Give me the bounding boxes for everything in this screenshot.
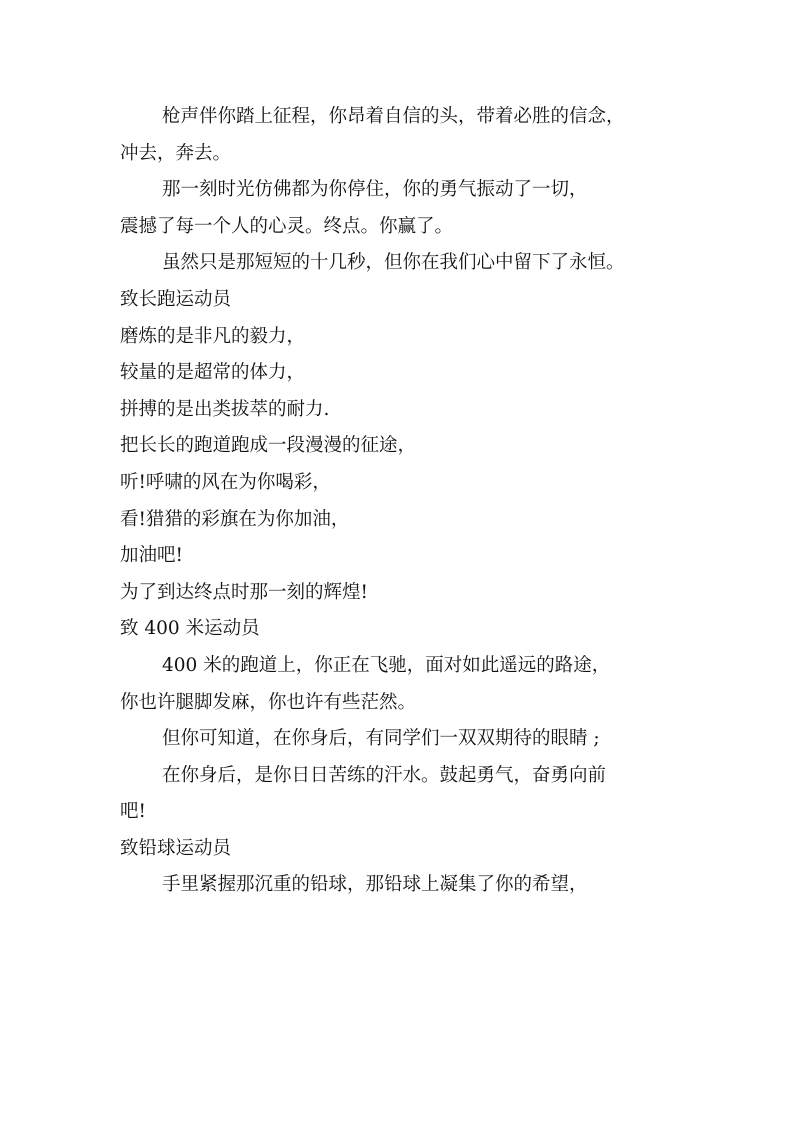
section-heading: 致长跑运动员 — [120, 288, 232, 310]
document-body — [120, 99, 680, 904]
text-line: 加油吧! — [120, 545, 183, 567]
text-line: 震撼了每一个人的心灵。终点。你赢了。 — [120, 215, 454, 237]
section-heading: 致 400 米运动员 — [120, 618, 260, 640]
text-line: 你也许腿脚发麻，你也许有些茫然。 — [120, 691, 417, 713]
text-line: 在你身后，是你日日苦练的汗水。鼓起勇气，奋勇向前 — [162, 764, 607, 786]
section-heading: 致铅球运动员 — [120, 837, 232, 859]
text-line: 为了到达终点时那一刻的辉煌! — [120, 581, 368, 603]
text-line: 看!猎猎的彩旗在为你加油， — [120, 508, 350, 530]
text-line: 枪声伴你踏上征程，你昂着自信的头，带着必胜的信念， — [162, 106, 625, 127]
text-line: 手里紧握那沉重的铅球，那铅球上凝集了你的希望， — [162, 874, 588, 896]
text-line: 虽然只是那短短的十几秒，但你在我们心中留下了永恒。 — [162, 252, 625, 274]
text-line: 听!呼啸的风在为你喝彩， — [120, 471, 331, 493]
text-line: 较量的是超常的体力， — [120, 362, 306, 384]
text-line: 把长长的跑道跑成一段漫漫的征途， — [120, 435, 417, 457]
text-line: 但你可知道，在你身后，有同学们一双双期待的眼睛 ; — [162, 728, 600, 750]
text-line: 磨炼的是非凡的毅力， — [120, 325, 306, 347]
text-line: 400 米的跑道上，你正在飞驰，面对如此遥远的路途， — [162, 654, 611, 676]
text-line: 吧! — [120, 801, 146, 823]
text-line: 那一刻时光仿佛都为你停住，你的勇气振动了一切， — [162, 179, 588, 201]
text-line: 拼搏的是出类拔萃的耐力. — [120, 398, 330, 420]
text-line: 冲去，奔去。 — [120, 142, 232, 164]
